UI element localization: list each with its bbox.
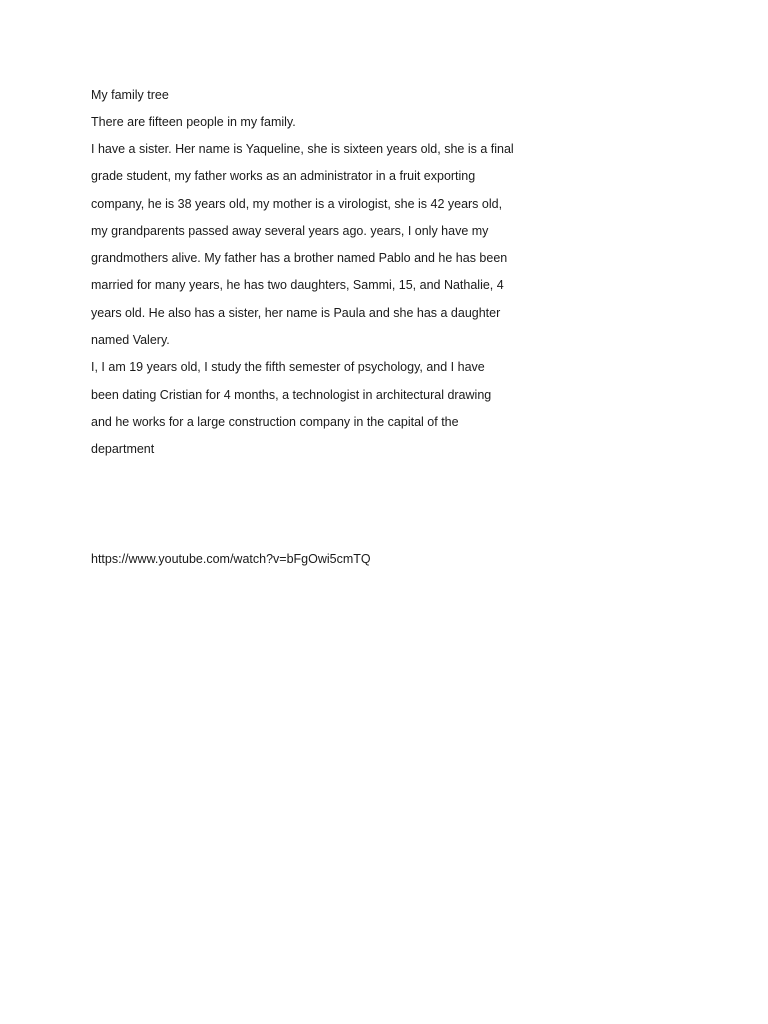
paragraph-self	[91, 357, 531, 466]
paragraph-line: years old. He also has a sister, her name is Paula and she has a daughter	[91, 305, 501, 320]
paragraph-line: grandmothers alive. My father has a brother named Pablo and he has been	[91, 251, 508, 266]
paragraph-line: and he works for a large construction company in the capital of the	[91, 414, 459, 429]
youtube-link[interactable]: https://www.youtube.com/watch?v=bFgOwi5cmTQ	[91, 552, 371, 566]
paragraph-line: named Valery.	[91, 333, 170, 348]
intro-sentence: There are fifteen people in my family.	[91, 115, 296, 129]
paragraph-line: grade student, my father works as an administrator in a fruit exporting	[91, 169, 476, 184]
paragraph-family	[91, 139, 531, 357]
paragraph-line: company, he is 38 years old, my mother is a virologist, she is 42 years old,	[91, 196, 503, 211]
paragraph-line: department	[91, 442, 155, 457]
paragraph-line: I, I am 19 years old, I study the fifth semester of psychology, and I have	[91, 360, 485, 375]
document-body	[91, 85, 531, 467]
paragraph-line: been dating Cristian for 4 months, a technologist in architectural drawing	[91, 387, 492, 402]
paragraph-line: married for many years, he has two daughters, Sammi, 15, and Nathalie, 4	[91, 278, 504, 293]
paragraph-line: I have a sister. Her name is Yaqueline, she is sixteen years old, she is a final	[91, 142, 514, 156]
paragraph-line: my grandparents passed away several years ago. years, I only have my	[91, 223, 489, 238]
document-title: My family tree	[91, 88, 169, 102]
